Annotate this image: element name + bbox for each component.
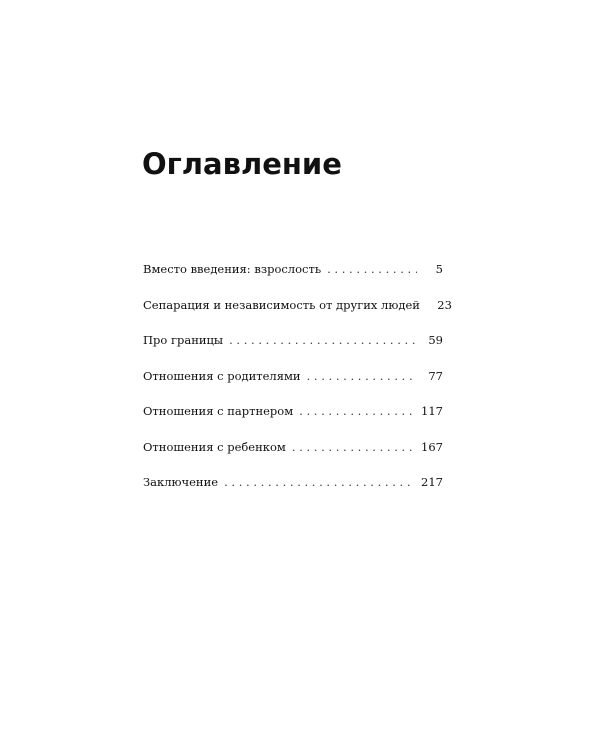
dot-leader [224, 472, 415, 492]
toc-entry [143, 472, 443, 508]
toc-entry-title: Сепарация и независимость от других людей [143, 297, 420, 312]
toc-entry-page-number: 5 [435, 262, 443, 276]
toc-entry [143, 401, 443, 437]
table-of-contents [143, 259, 452, 508]
toc-entry-title: Отношения с родителями [143, 368, 301, 383]
dot-leader [292, 437, 415, 457]
page-title: Оглавление [142, 147, 342, 181]
toc-entry-page-number: 59 [428, 333, 443, 347]
toc-entry-title: Про границы [143, 333, 224, 347]
toc-entry [143, 330, 443, 366]
toc-entry-page-number: 23 [437, 297, 452, 312]
dot-leader [307, 366, 417, 386]
dot-leader [229, 330, 417, 350]
toc-entry [143, 259, 443, 295]
toc-entry-page-number: 117 [421, 404, 443, 418]
toc-entry [143, 295, 452, 331]
toc-entry-page-number: 167 [421, 439, 443, 454]
toc-entry [143, 366, 443, 402]
toc-entry-title: Отношения с партнером [143, 404, 294, 418]
toc-entry-title: Заключение [143, 475, 219, 489]
dot-leader [299, 401, 415, 421]
toc-entry [143, 437, 443, 473]
toc-entry-page-number: 217 [421, 475, 443, 489]
toc-entry-title: Вместо введения: взрослость [143, 262, 322, 276]
dot-leader [327, 259, 417, 279]
toc-entry-page-number: 77 [428, 368, 443, 383]
toc-entry-title: Отношения с ребенком [143, 439, 286, 454]
